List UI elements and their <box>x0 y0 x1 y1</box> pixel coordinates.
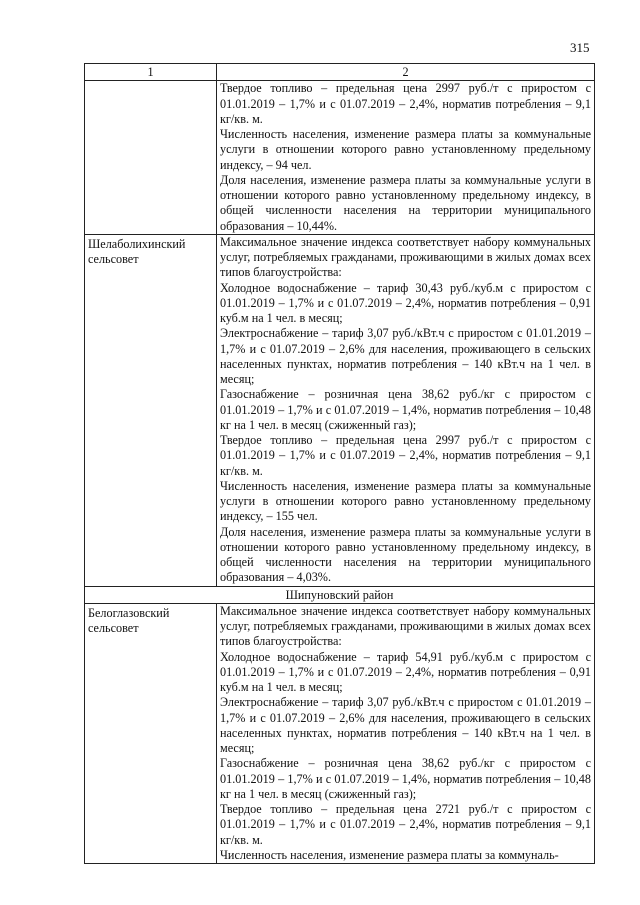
region-cell <box>85 81 217 235</box>
page-number: 315 <box>570 40 590 55</box>
region-cell: Шелаболихинский сельсовет <box>85 234 217 586</box>
table-header-row <box>85 64 595 81</box>
district-heading: Шипуновский район <box>85 586 595 603</box>
content-cell <box>217 603 595 863</box>
paragraph: Электроснабжение – тариф 3,07 руб./кВт.ч с приростом с 01.01.2019 – 1,7% и с 01.07.2019 – 2,6% для населения, проживающего в сельских населенных пунктах, норматив потребления – 140 кВт.ч на 1 чел. в месяц; <box>220 695 591 755</box>
district-row <box>85 586 595 603</box>
paragraph: Численность населения, изменение размера платы за коммунальные услуги в отношении которого равно установленному предельному индексу, – 94 чел. <box>220 127 591 172</box>
paragraph: Численность населения, изменение размера платы за коммунальные услуги в отношении которого равно установленному предельному индексу, – 155 чел. <box>220 478 591 524</box>
column-header-1: 1 <box>85 64 217 81</box>
paragraph: Максимальное значение индекса соответствует набору коммунальных услуг, потребляемых гражданами, проживающими в жилых домах всех типов благоустройства: <box>220 234 591 280</box>
column-header-2: 2 <box>217 64 595 81</box>
paragraph: Твердое топливо – предельная цена 2997 руб./т с приростом с 01.01.2019 – 1,7% и с 01.07.2019 – 2,4%, норматив потребления – 9,1 кг/кв. м. <box>220 433 591 478</box>
paragraph: Холодное водоснабжение – тариф 54,91 руб./куб.м с приростом с 01.01.2019 – 1,7% и с 01.07.2019 – 2,4%, норматив потребления – 0,91 куб.м на 1 чел. в месяц; <box>220 649 591 694</box>
paragraph: Доля населения, изменение размера платы за коммунальные услуги в отношении которого равно установленному предельному индексу, в общей численности населения на территории муниципального образования – 10,44%. <box>220 172 591 233</box>
paragraph: Электроснабжение – тариф 3,07 руб./кВт.ч с приростом с 01.01.2019 – 1,7% и с 01.07.2019 – 2,6% для населения, проживающего в сельских населенных пунктах, норматив потребления – 140 кВт.ч на 1 чел. в месяц; <box>220 326 591 386</box>
table-row <box>85 234 595 586</box>
paragraph: Твердое топливо – предельная цена 2997 руб./т с приростом с 01.01.2019 – 1,7% и с 01.07.2019 – 2,4%, норматив потребления – 9,1 кг/кв. м. <box>220 81 591 126</box>
paragraph: Твердое топливо – предельная цена 2721 руб./т с приростом с 01.01.2019 – 1,7% и с 01.07.2019 – 2,4%, норматив потребления – 9,1 кг/кв. м. <box>220 802 591 847</box>
table-row <box>85 603 595 863</box>
tariff-table <box>84 63 595 864</box>
paragraph: Доля населения, изменение размера платы за коммунальные услуги в отношении которого равно установленному предельному индексу, в общей численности населения на территории муниципального образования – 4,03%. <box>220 524 591 585</box>
content-cell <box>217 81 595 235</box>
table-row <box>85 81 595 235</box>
paragraph: Газоснабжение – розничная цена 38,62 руб./кг с приростом с 01.01.2019 – 1,7% и с 01.07.2019 – 1,4%, норматив потребления – 10,48 кг на 1 чел. в месяц (сжиженный газ); <box>220 756 591 801</box>
paragraph: Холодное водоснабжение – тариф 30,43 руб./куб.м с приростом с 01.01.2019 – 1,7% и с 01.07.2019 – 2,4%, норматив потребления – 0,91 куб.м на 1 чел. в месяц; <box>220 280 591 325</box>
content-cell <box>217 234 595 586</box>
region-cell: Белоглазовский сельсовет <box>85 603 217 863</box>
paragraph: Газоснабжение – розничная цена 38,62 руб./кг с приростом с 01.01.2019 – 1,7% и с 01.07.2019 – 1,4%, норматив потребления – 10,48 кг на 1 чел. в месяц (сжиженный газ); <box>220 387 591 432</box>
paragraph: Численность населения, изменение размера платы за коммуналь- <box>220 847 559 862</box>
paragraph: Максимальное значение индекса соответствует набору коммунальных услуг, потребляемых гражданами, проживающими в жилых домах всех типов благоустройства: <box>220 603 591 649</box>
